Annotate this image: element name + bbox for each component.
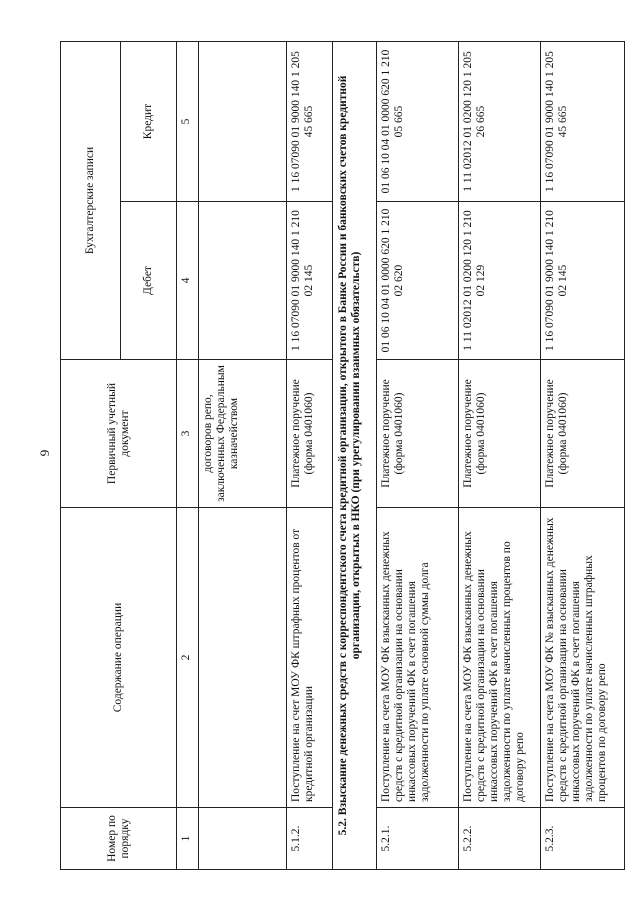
row-document: Платежное поручение (форма 0401060) bbox=[541, 360, 625, 508]
row-debit: 1 16 07090 01 9000 140 1 210 02 145 bbox=[541, 202, 625, 360]
row-number: 5.2.2. bbox=[459, 808, 541, 870]
row-content bbox=[199, 508, 287, 808]
row-number: 5.1.2. bbox=[287, 808, 333, 870]
row-credit: 1 11 02012 01 0200 120 1 205 26 665 bbox=[459, 42, 541, 202]
row-content: Поступление на счета МОУ ФК № взысканных денежных средств с кредитной организации на основании инкассовых поручений ФК в счет погашения задолженности по уплате начисленных штрафных процентов по договору репо bbox=[541, 508, 625, 808]
col-number: 3 bbox=[177, 360, 199, 508]
table-row bbox=[199, 42, 287, 870]
row-document: Платежное поручение (форма 0401060) bbox=[459, 360, 541, 508]
page-number: 9 bbox=[37, 449, 52, 457]
rotated-page-content bbox=[60, 42, 620, 870]
header-number: Номер по порядку bbox=[61, 808, 177, 870]
row-number bbox=[199, 808, 287, 870]
row-content: Поступление на счета МОУ ФК взысканных денежных средств с кредитной организации на основании инкассовых поручений ФК в счет погашения задолженности по уплате основной суммы долга bbox=[377, 508, 459, 808]
table-row bbox=[541, 42, 625, 870]
accounting-table bbox=[60, 41, 625, 870]
row-content: Поступление на счет МОУ ФК штрафных процентов от кредитной организации bbox=[287, 508, 333, 808]
row-debit: 1 16 07090 01 9000 140 1 210 02 145 bbox=[287, 202, 333, 360]
section-row bbox=[333, 42, 377, 870]
section-title: 5.2. Взыскание денежных средств с корреспондентского счета кредитной организации, открытого в Банке России и банковских счетов кредитной организации, открытых в НКО (при урегулировании взаимных обязательств) bbox=[333, 42, 377, 870]
table-row bbox=[459, 42, 541, 870]
header-entries: Бухгалтерские записи bbox=[61, 42, 121, 360]
row-debit: 1 11 02012 01 0200 120 1 210 02 129 bbox=[459, 202, 541, 360]
row-document: Платежное поручение (форма 0401060) bbox=[287, 360, 333, 508]
col-number: 5 bbox=[177, 42, 199, 202]
row-debit bbox=[199, 202, 287, 360]
header-content: Содержание операции bbox=[61, 508, 177, 808]
row-credit: 01 06 10 04 01 0000 620 1 210 05 665 bbox=[377, 42, 459, 202]
table-row bbox=[377, 42, 459, 870]
row-credit: 1 16 07090 01 9000 140 1 205 45 665 bbox=[287, 42, 333, 202]
header-document: Первичный учетный документ bbox=[61, 360, 177, 508]
row-number: 5.2.3. bbox=[541, 808, 625, 870]
col-number: 4 bbox=[177, 202, 199, 360]
row-content: Поступление на счета МОУ ФК взысканных денежных средств с кредитной организации на основании инкассовых поручений ФК в счет погашения задолженности по уплате начисленных процентов по договору репо bbox=[459, 508, 541, 808]
row-credit bbox=[199, 42, 287, 202]
row-document: Платежное поручение (форма 0401060) bbox=[377, 360, 459, 508]
header-debit: Дебет bbox=[121, 202, 177, 360]
row-debit: 01 06 10 04 01 0000 620 1 210 02 620 bbox=[377, 202, 459, 360]
col-number: 2 bbox=[177, 508, 199, 808]
table-row bbox=[287, 42, 333, 870]
header-credit: Кредит bbox=[121, 42, 177, 202]
column-number-row bbox=[177, 42, 199, 870]
row-document: договоров репо, заключенных Федеральным казначейством bbox=[199, 360, 287, 508]
row-number: 5.2.1. bbox=[377, 808, 459, 870]
col-number: 1 bbox=[177, 808, 199, 870]
row-credit: 1 16 07090 01 9000 140 1 205 45 665 bbox=[541, 42, 625, 202]
